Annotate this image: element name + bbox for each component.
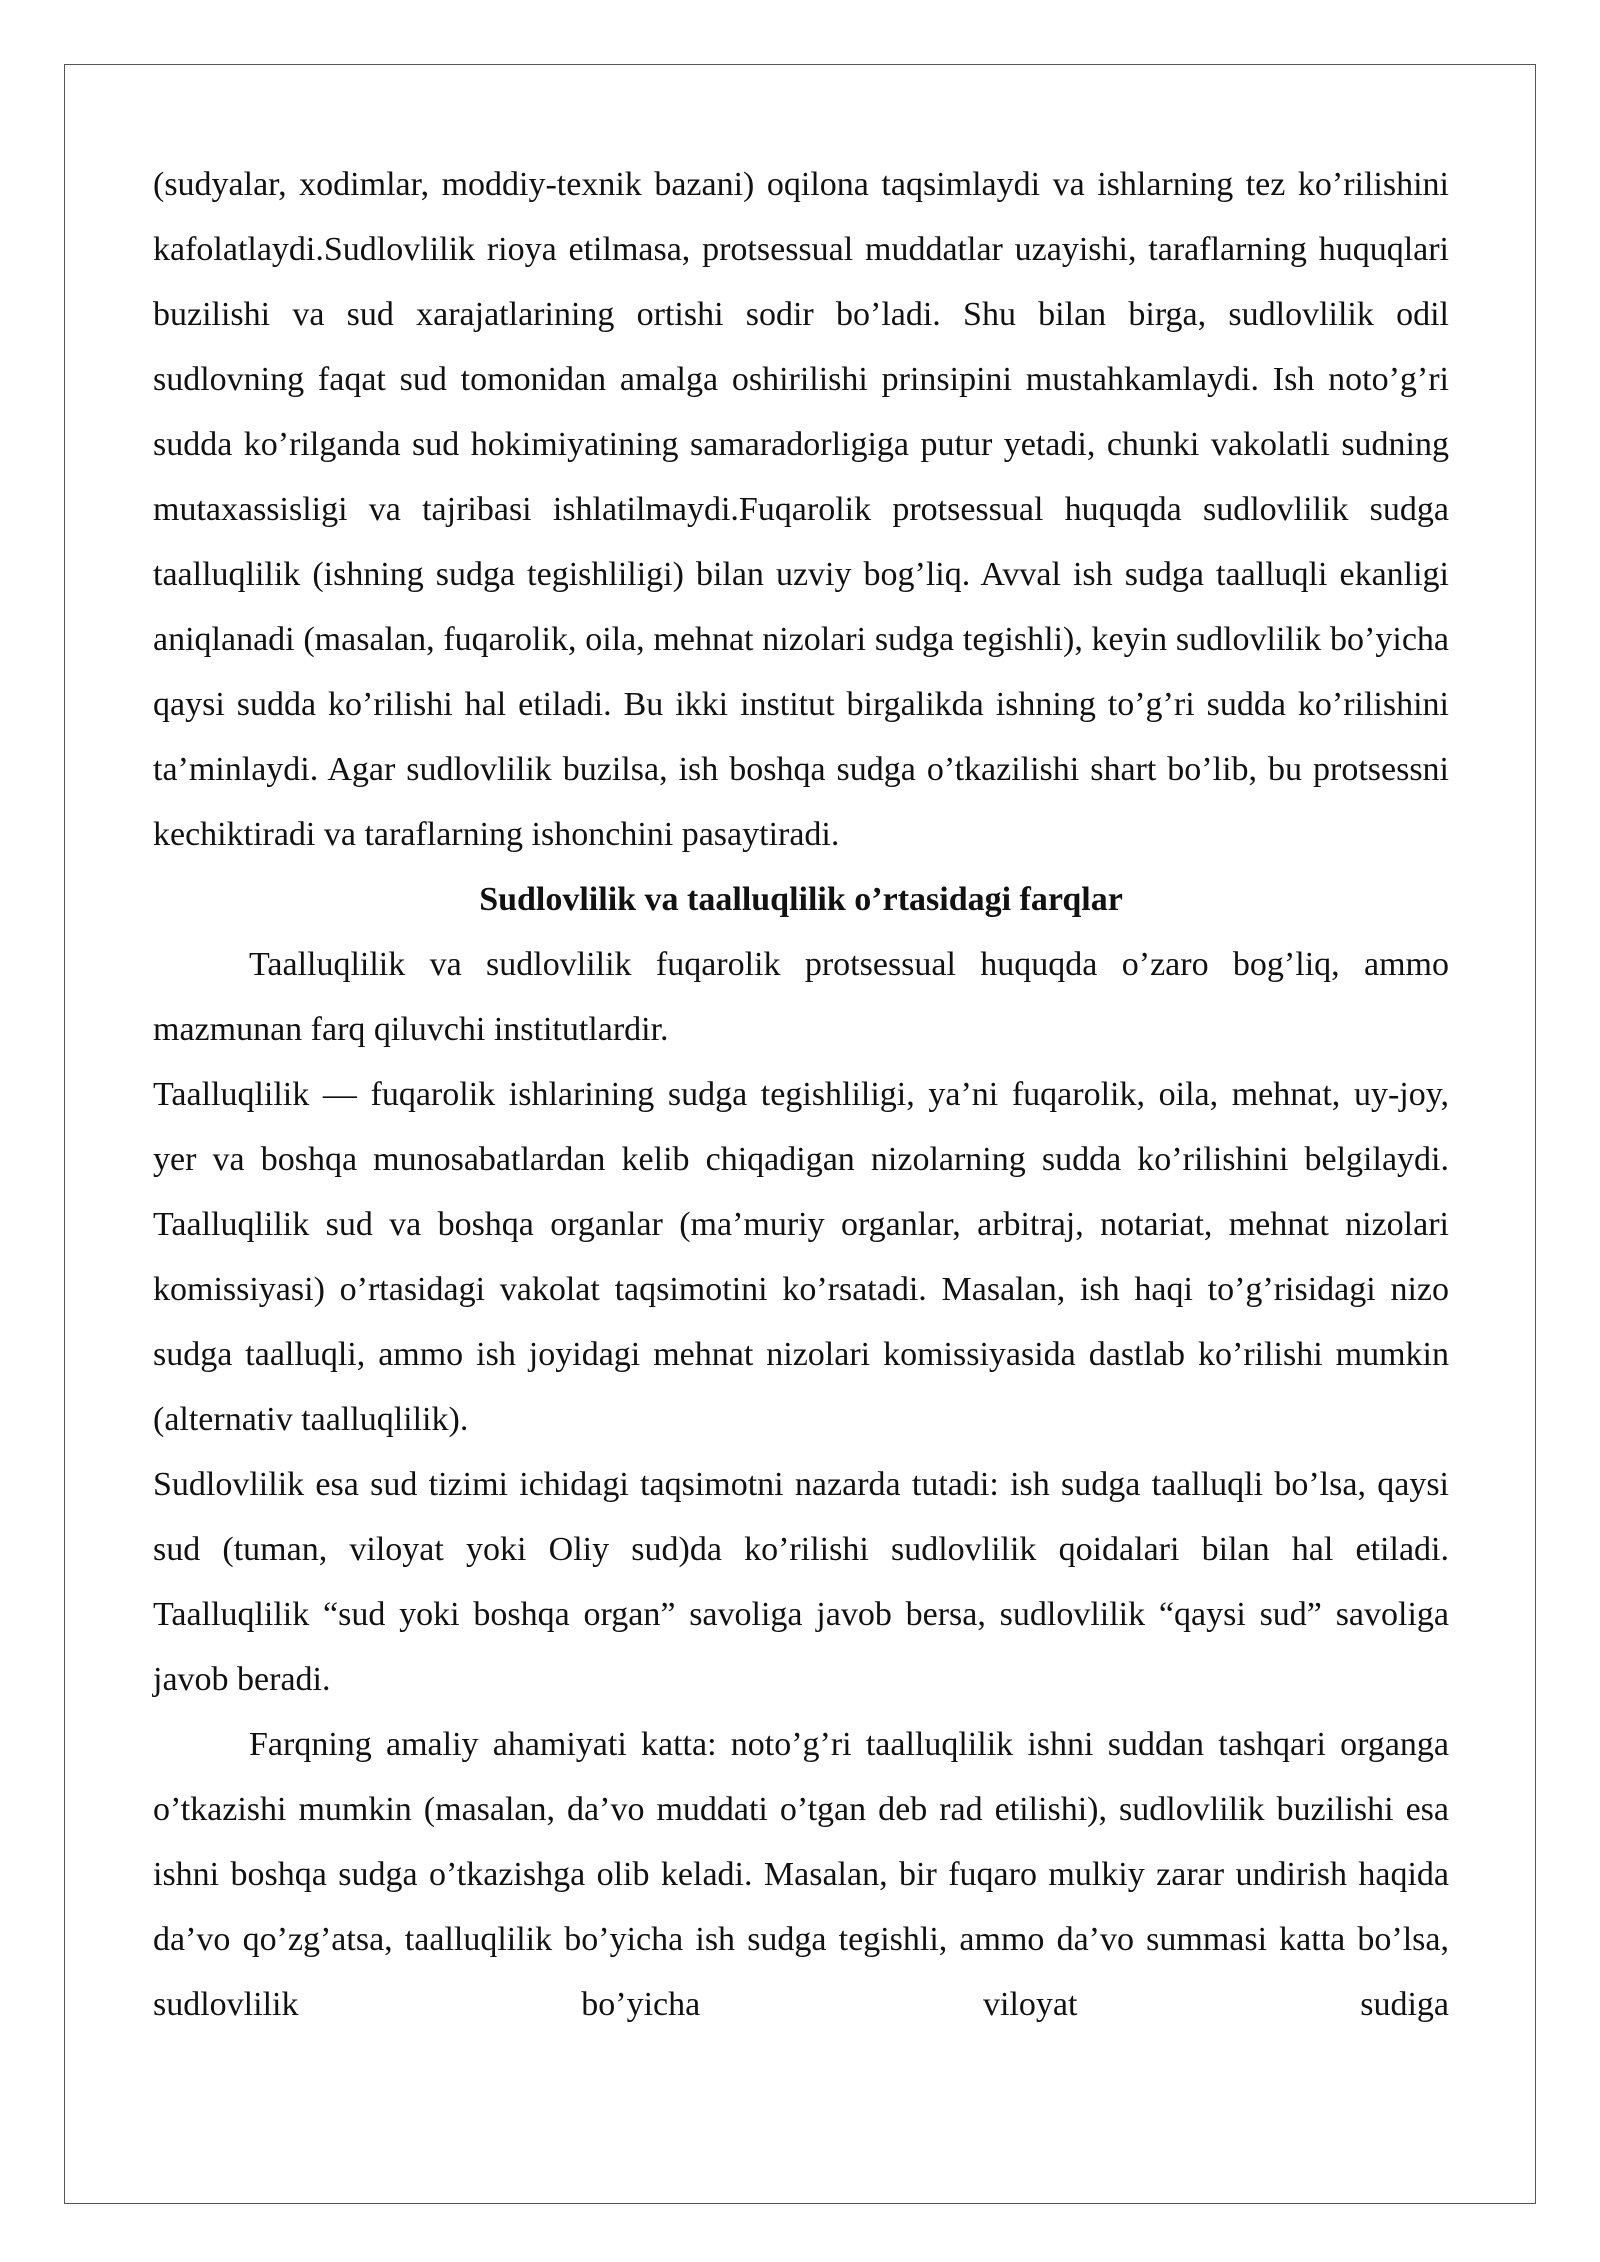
- document-body: [153, 152, 1449, 2037]
- paragraph-5: Farqning amaliy ahamiyati katta: noto’g’ri taalluqlilik ishni suddan tashqari organga o’tkazishi mumkin (masalan, da’vo muddati o’tgan deb rad etilishi), sudlovlilik buzilishi esa ishni boshqa sudga o’tkazishga olib keladi. Masalan, bir fuqaro mulkiy zarar undirish haqida da’vo qo’zg’atsa, taalluqlilik bo’yicha ish sudga tegishli, ammo da’vo summasi katta bo’lsa, sudlovlilik bo’yicha viloyat sudiga: [153, 1726, 1449, 2023]
- paragraph-4: Sudlovlilik esa sud tizimi ichidagi taqsimotni nazarda tutadi: ish sudga taalluqli bo’lsa, qaysi sud (tuman, viloyat yoki Oliy sud)da ko’rilishi sudlovlilik qoidalari bilan hal etiladi. Taalluqlilik “sud yoki boshqa organ” savoliga javob bersa, sudlovlilik “qaysi sud” savoliga javob beradi.: [153, 1466, 1449, 1698]
- paragraph-2: Taalluqlilik va sudlovlilik fuqarolik protsessual huquqda o’zaro bog’liq, ammo mazmunan farq qiluvchi institutlardir.: [153, 946, 1449, 1048]
- section-heading: Sudlovlilik va taalluqlilik o’rtasidagi farqlar: [479, 881, 1123, 918]
- paragraph-1: (sudyalar, xodimlar, moddiy-texnik bazani) oqilona taqsimlaydi va ishlarning tez ko’rilishini kafolatlaydi.Sudlovlilik rioya etilmasa, protsessual muddatlar uzayishi, taraflarning huquqlari buzilishi va sud xarajatlarining ortishi sodir bo’ladi. Shu bilan birga, sudlovlilik odil sudlovning faqat sud tomonidan amalga oshirilishi prinsipini mustahkamlaydi. Ish noto’g’ri sudda ko’rilganda sud hokimiyatining samaradorligiga putur yetadi, chunki vakolatli sudning mutaxassisligi va tajribasi ishlatilmaydi.Fuqarolik protsessual huquqda sudlovlilik sudga taalluqlilik (ishning sudga tegishliligi) bilan uzviy bog’liq. Avval ish sudga taalluqli ekanligi aniqlanadi (masalan, fuqarolik, oila, mehnat nizolari sudga tegishli), keyin sudlovlilik bo’yicha qaysi sudda ko’rilishi hal etiladi. Bu ikki institut birgalikda ishning to’g’ri sudda ko’rilishini ta’minlaydi. Agar sudlovlilik buzilsa, ish boshqa sudga o’tkazilishi shart bo’lib, bu protsessni kechiktiradi va taraflarning ishonchini pasaytiradi.: [153, 166, 1449, 853]
- paragraph-3: Taalluqlilik — fuqarolik ishlarining sudga tegishliligi, ya’ni fuqarolik, oila, mehnat, uy-joy, yer va boshqa munosabatlardan kelib chiqadigan nizolarning sudda ko’rilishini belgilaydi. Taalluqlilik sud va boshqa organlar (ma’muriy organlar, arbitraj, notariat, mehnat nizolari komissiyasi) o’rtasidagi vakolat taqsimotini ko’rsatadi. Masalan, ish haqi to’g’risidagi nizo sudga taalluqli, ammo ish joyidagi mehnat nizolari komissiyasida dastlab ko’rilishi mumkin (alternativ taalluqlilik).: [153, 1076, 1449, 1438]
